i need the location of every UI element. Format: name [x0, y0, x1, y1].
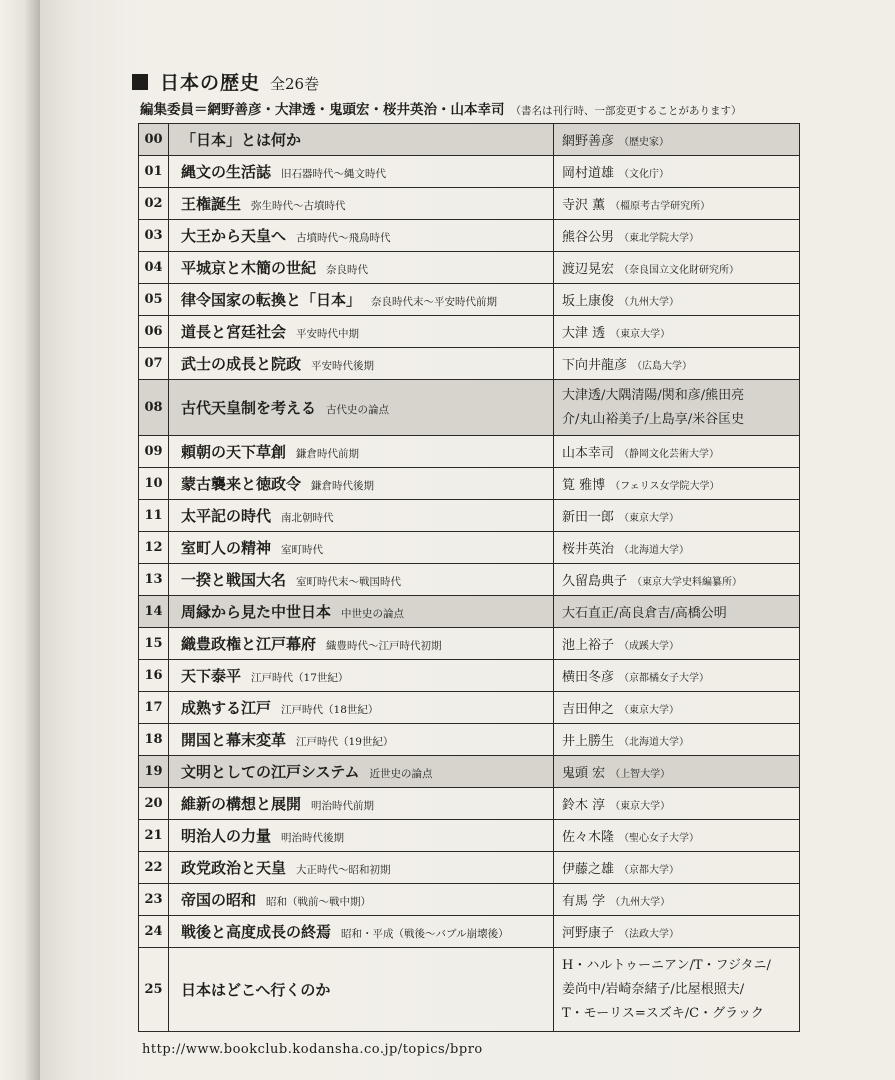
author-name: 山本幸司 [562, 446, 615, 461]
volume-title-cell [169, 316, 554, 348]
volume-title: 一揆と戦国大名 [181, 571, 287, 589]
volume-title: 日本はどこへ行くのか [181, 981, 331, 999]
author-name: 池上裕子 [562, 638, 615, 653]
series-header [132, 68, 319, 95]
author-name: 新田一郎 [562, 510, 615, 525]
author-name: 網野善彦 [562, 134, 615, 149]
volume-count: 全26巻 [270, 75, 320, 93]
volume-period: 織豊時代～江戸時代初期 [326, 640, 442, 652]
author-cell [554, 188, 800, 220]
author-name: 井上勝生 [562, 734, 615, 749]
table-row [139, 220, 800, 252]
author-affiliation: （北海道大学） [619, 545, 690, 556]
table-row [139, 316, 800, 348]
volume-title: 大王から天皇へ [181, 227, 287, 245]
table-row [139, 156, 800, 188]
author-cell [554, 468, 800, 500]
author-affiliation: （北海道大学） [619, 737, 690, 748]
volume-period: 昭和・平成（戦後～バブル崩壊後） [341, 928, 509, 940]
volume-title: 室町人の精神 [181, 539, 272, 557]
author-name: 岡村道雄 [562, 166, 615, 181]
volume-title-cell [169, 500, 554, 532]
table-row [139, 788, 800, 820]
author-affiliation: （東京大学） [619, 513, 680, 524]
table-row [139, 284, 800, 316]
table-row [139, 884, 800, 916]
volume-number: 12 [139, 532, 169, 564]
author-names-line: 大津透/大隅清陽/関和彦/熊田亮 [562, 387, 745, 403]
volume-title: 王権誕生 [181, 195, 242, 213]
volume-number: 02 [139, 188, 169, 220]
author-names-line: T・モーリス=スズキ/C・グラック [562, 1005, 764, 1021]
author-name: 熊谷公男 [562, 230, 615, 245]
author-affiliation: （奈良国立文化財研究所） [619, 265, 740, 276]
volume-period: 奈良時代末～平安時代前期 [371, 296, 498, 308]
volume-title-cell [169, 532, 554, 564]
table-row [139, 380, 800, 436]
volume-number: 10 [139, 468, 169, 500]
volume-period: 近世史の論点 [369, 768, 433, 780]
volume-title: 政党政治と天皇 [181, 859, 287, 877]
volume-title-cell [169, 284, 554, 316]
volume-period: 昭和（戦前～戦中期） [266, 896, 372, 908]
volume-period: 平安時代中期 [296, 328, 360, 340]
table-row [139, 916, 800, 948]
volume-number: 05 [139, 284, 169, 316]
author-cell [554, 820, 800, 852]
table-row [139, 468, 800, 500]
volume-title-cell [169, 156, 554, 188]
publisher-url: http://www.bookclub.kodansha.co.jp/topics/bpro [142, 1042, 483, 1057]
volume-title: 頼朝の天下草創 [181, 443, 287, 461]
author-name: 横田冬彦 [562, 670, 615, 685]
volume-title-cell [169, 124, 554, 156]
author-name: 大津 透 [562, 326, 606, 341]
volume-title: 織豊政権と江戸幕府 [181, 635, 317, 653]
volume-number: 04 [139, 252, 169, 284]
volume-title: 維新の構想と展開 [181, 795, 302, 813]
volume-title: 戦後と高度成長の終焉 [181, 923, 332, 941]
author-affiliation: （上智大学） [610, 769, 671, 780]
author-name: 有馬 学 [562, 894, 606, 909]
author-cell [554, 156, 800, 188]
author-affiliation: （東北学院大学） [619, 233, 700, 244]
volume-title-cell [169, 348, 554, 380]
table-row [139, 756, 800, 788]
table-row [139, 660, 800, 692]
volume-title-cell [169, 596, 554, 628]
volume-title-cell [169, 468, 554, 500]
table-row [139, 628, 800, 660]
volume-period: 南北朝時代 [281, 512, 334, 524]
author-affiliation: （フェリス女学院大学） [610, 481, 720, 492]
volume-number: 01 [139, 156, 169, 188]
volume-number: 00 [139, 124, 169, 156]
volume-period: 鎌倉時代前期 [296, 448, 360, 460]
author-cell [554, 628, 800, 660]
volume-period: 明治時代後期 [281, 832, 345, 844]
author-cell [554, 916, 800, 948]
table-row [139, 188, 800, 220]
volume-number: 21 [139, 820, 169, 852]
volume-number: 03 [139, 220, 169, 252]
volume-title-cell [169, 852, 554, 884]
volume-title: 律令国家の転換と「日本」 [181, 291, 362, 309]
author-cell [554, 756, 800, 788]
volume-title-cell [169, 188, 554, 220]
author-cell [554, 284, 800, 316]
volume-number: 24 [139, 916, 169, 948]
volume-title: 「日本」とは何か [181, 131, 302, 149]
volume-number: 14 [139, 596, 169, 628]
volume-title: 縄文の生活誌 [181, 163, 272, 181]
author-names-line: H・ハルトゥーニアン/T・フジタニ/ [562, 957, 771, 973]
author-cell [554, 852, 800, 884]
volume-number: 19 [139, 756, 169, 788]
volume-number: 08 [139, 380, 169, 436]
table-row [139, 252, 800, 284]
volume-title: 帝国の昭和 [181, 891, 257, 909]
author-name: 鈴木 淳 [562, 798, 606, 813]
author-affiliation: （東京大学） [619, 705, 680, 716]
author-cell [554, 500, 800, 532]
volume-number: 06 [139, 316, 169, 348]
volume-title-cell [169, 724, 554, 756]
volume-period: 室町時代末～戦国時代 [296, 576, 402, 588]
volume-title-cell [169, 948, 554, 1032]
author-cell [554, 316, 800, 348]
volume-title-cell [169, 564, 554, 596]
author-name: 寺沢 薫 [562, 198, 606, 213]
volume-period: 中世史の論点 [341, 608, 405, 620]
volume-title: 武士の成長と院政 [181, 355, 302, 373]
volume-title: 蒙古襲来と徳政令 [181, 475, 302, 493]
author-name: 大石直正/高良倉吉/高橋公明 [562, 606, 727, 621]
volume-number: 17 [139, 692, 169, 724]
volume-title-cell [169, 660, 554, 692]
table-row [139, 852, 800, 884]
volume-title-cell [169, 628, 554, 660]
author-cell [554, 252, 800, 284]
editors-line [140, 98, 742, 118]
author-name: 河野康子 [562, 926, 615, 941]
volume-number: 23 [139, 884, 169, 916]
volume-period: 古墳時代～飛鳥時代 [296, 232, 391, 244]
volume-title-cell [169, 380, 554, 436]
volume-title-cell [169, 788, 554, 820]
author-cell [554, 564, 800, 596]
author-cell [554, 724, 800, 756]
volume-period: 平安時代後期 [311, 360, 375, 372]
editorial-committee: 編集委員＝網野善彦・大津透・鬼頭宏・桜井英治・山本幸司 [140, 102, 505, 118]
series-title: 日本の歴史 [160, 72, 261, 94]
table-row [139, 436, 800, 468]
volume-period: 室町時代 [281, 544, 324, 556]
volume-period: 古代史の論点 [326, 404, 390, 416]
author-cell [554, 436, 800, 468]
table-row [139, 124, 800, 156]
author-cell [554, 532, 800, 564]
volume-title: 周縁から見た中世日本 [181, 603, 332, 621]
author-names-line: 姜尚中/岩崎奈緒子/比屋根照夫/ [562, 981, 745, 997]
volume-title: 太平記の時代 [181, 507, 272, 525]
volume-number: 16 [139, 660, 169, 692]
volume-period: 江戸時代（17世紀） [251, 672, 349, 684]
author-affiliation: （橿原考古学研究所） [610, 201, 711, 212]
volume-period: 旧石器時代～縄文時代 [281, 168, 387, 180]
author-name: 坂上康俊 [562, 294, 615, 309]
table-row [139, 724, 800, 756]
volume-number: 18 [139, 724, 169, 756]
volume-period: 明治時代前期 [311, 800, 375, 812]
volume-period: 奈良時代 [326, 264, 369, 276]
author-affiliation: （九州大学） [619, 297, 680, 308]
volume-number: 09 [139, 436, 169, 468]
volume-title: 平城京と木簡の世紀 [181, 259, 317, 277]
author-affiliation: （京都大学） [619, 865, 680, 876]
author-name: 筧 雅博 [562, 478, 606, 493]
table-row [139, 692, 800, 724]
volume-title: 天下泰平 [181, 667, 242, 685]
author-affiliation: （成蹊大学） [619, 641, 680, 652]
author-cell [554, 884, 800, 916]
author-affiliation: （歴史家） [619, 137, 670, 148]
author-cell [554, 596, 800, 628]
volume-title-cell [169, 884, 554, 916]
author-name: 吉田伸之 [562, 702, 615, 717]
author-affiliation: （東京大学） [610, 329, 671, 340]
author-affiliation: （広島大学） [632, 361, 693, 372]
volume-number: 13 [139, 564, 169, 596]
volume-period: 鎌倉時代後期 [311, 480, 375, 492]
volume-period: 江戸時代（18世紀） [281, 704, 379, 716]
author-affiliation: （法政大学） [619, 929, 680, 940]
table-row [139, 596, 800, 628]
author-name: 久留島典子 [562, 574, 628, 589]
author-names-line: 介/丸山裕美子/上島享/米谷匡史 [562, 411, 745, 427]
volume-title-cell [169, 820, 554, 852]
volume-number: 07 [139, 348, 169, 380]
table-row [139, 564, 800, 596]
volume-title: 成熟する江戸 [181, 699, 272, 717]
title-change-note: （書名は刊行時、一部変更することがあります） [510, 105, 742, 117]
volume-title-cell [169, 756, 554, 788]
author-cell [554, 380, 800, 436]
author-cell [554, 660, 800, 692]
author-cell [554, 124, 800, 156]
table-row [139, 948, 800, 1032]
table-row [139, 500, 800, 532]
author-affiliation: （文化庁） [619, 169, 670, 180]
author-name: 渡辺晃宏 [562, 262, 615, 277]
author-cell [554, 788, 800, 820]
author-affiliation: （聖心女子大学） [619, 833, 700, 844]
volume-period: 大正時代～昭和初期 [296, 864, 391, 876]
author-cell [554, 220, 800, 252]
table-row [139, 820, 800, 852]
author-name: 伊藤之雄 [562, 862, 615, 877]
author-name: 下向井龍彦 [562, 358, 628, 373]
volume-number: 22 [139, 852, 169, 884]
square-bullet-icon [132, 74, 148, 90]
author-affiliation: （東京大学） [610, 801, 671, 812]
volume-table [138, 123, 800, 1032]
volume-title-cell [169, 220, 554, 252]
author-cell [554, 948, 800, 1032]
volume-number: 20 [139, 788, 169, 820]
volume-title-cell [169, 692, 554, 724]
author-affiliation: （東京大学史料編纂所） [632, 577, 743, 588]
table-row [139, 348, 800, 380]
volume-period: 江戸時代（19世紀） [296, 736, 394, 748]
volume-title: 明治人の力量 [181, 827, 272, 845]
author-affiliation: （九州大学） [610, 897, 671, 908]
author-name: 桜井英治 [562, 542, 615, 557]
volume-title-cell [169, 916, 554, 948]
book-gutter [0, 0, 40, 1080]
volume-title: 文明としての江戸システム [181, 763, 360, 781]
author-affiliation: （京都橘女子大学） [619, 673, 710, 684]
volume-title: 道長と宮廷社会 [181, 323, 287, 341]
volume-period: 弥生時代～古墳時代 [251, 200, 346, 212]
author-cell [554, 692, 800, 724]
author-name: 佐々木隆 [562, 830, 615, 845]
volume-title: 開国と幕末変革 [181, 731, 287, 749]
volume-number: 25 [139, 948, 169, 1032]
volume-number: 15 [139, 628, 169, 660]
volume-title-cell [169, 436, 554, 468]
volume-title: 古代天皇制を考える [181, 399, 317, 417]
volume-number: 11 [139, 500, 169, 532]
author-affiliation: （静岡文化芸術大学） [619, 449, 720, 460]
author-cell [554, 348, 800, 380]
volume-title-cell [169, 252, 554, 284]
author-name: 鬼頭 宏 [562, 766, 606, 781]
table-row [139, 532, 800, 564]
